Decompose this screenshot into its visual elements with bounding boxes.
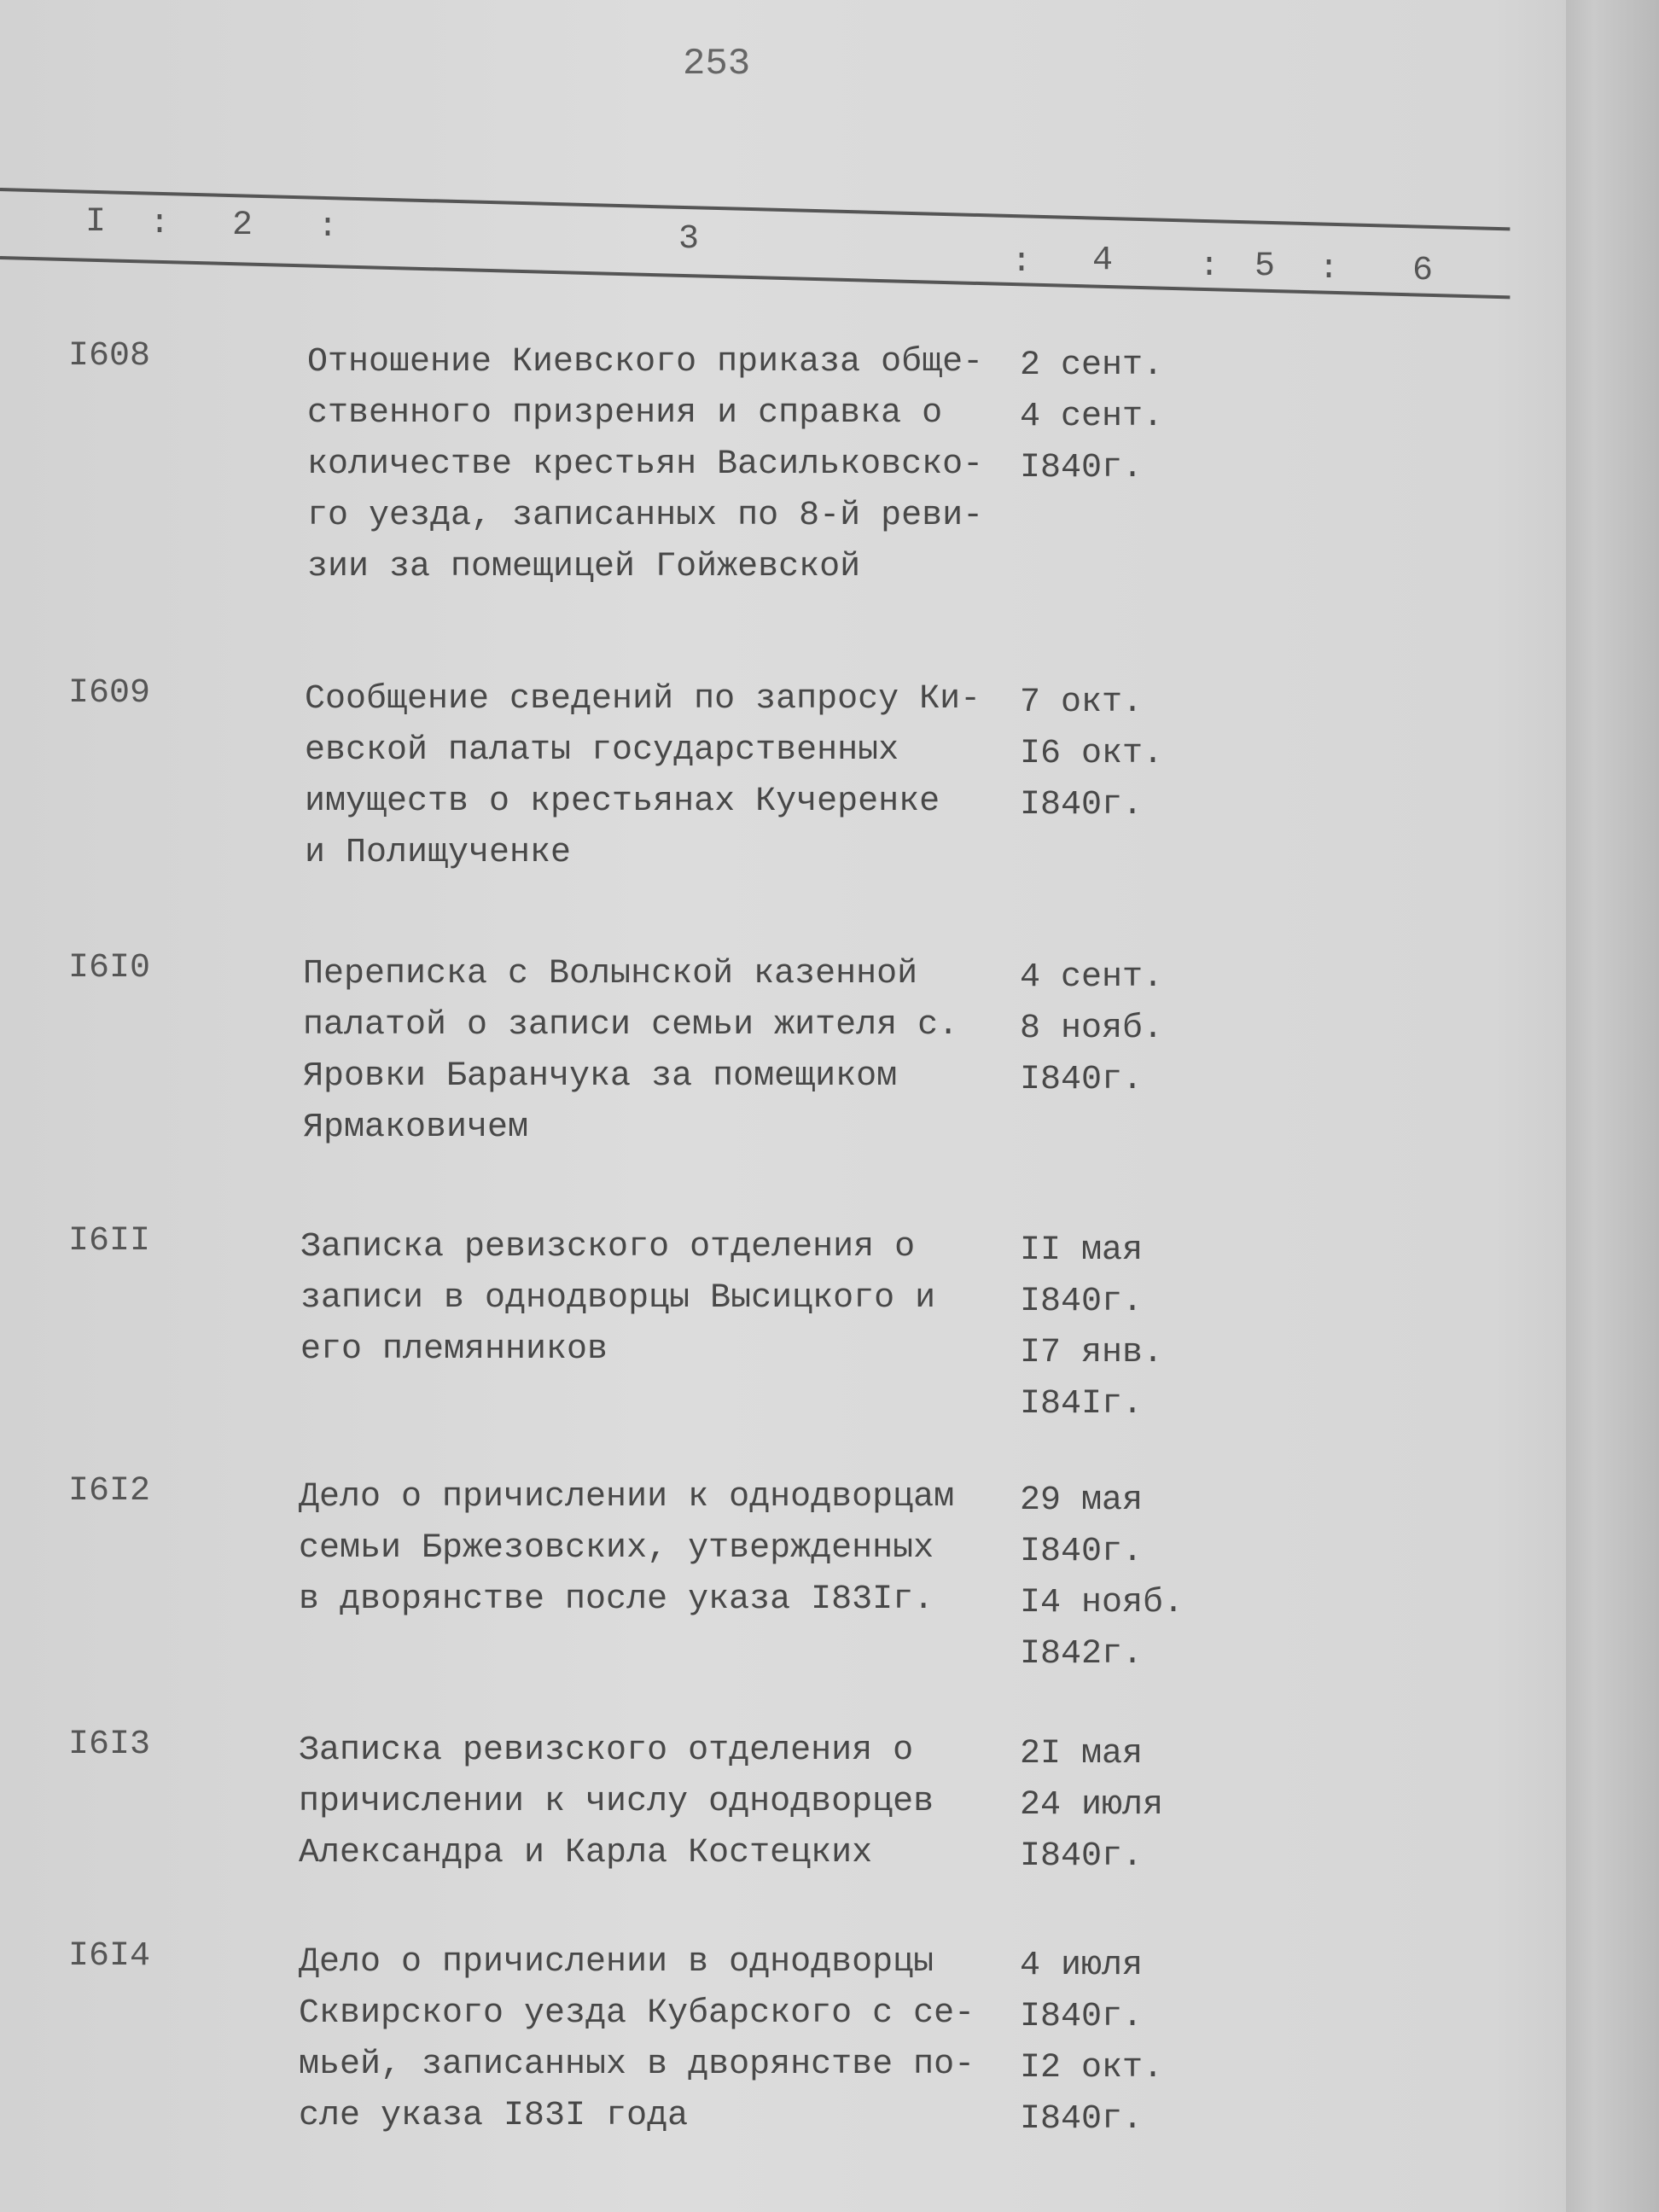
col-sep: : <box>149 205 171 243</box>
entry-number: I6I3 <box>68 1726 151 1764</box>
date-line: 29 мая <box>1020 1481 1144 1520</box>
date-line: I84Iг. <box>1020 1385 1144 1423</box>
date-line: 7 окт. <box>1020 684 1144 722</box>
entry-description <box>299 1472 954 1626</box>
entry-description <box>303 949 958 1154</box>
entry-dates <box>1020 1476 1184 1680</box>
col-sep: : <box>317 208 339 247</box>
col-2-header: 2 <box>232 207 253 245</box>
entry-number: I609 <box>68 674 151 713</box>
description-line: записи в однодворцы Высицкого и <box>300 1279 936 1318</box>
entry-number: I6II <box>68 1222 151 1260</box>
entry-dates <box>1020 341 1163 494</box>
date-line: 4 сент. <box>1020 398 1164 436</box>
description-line: Дело о причислении в однодворцы <box>299 1943 934 1982</box>
date-line: I6 окт. <box>1020 735 1164 773</box>
date-line: I840г. <box>1020 1061 1144 1099</box>
date-line: I7 янв. <box>1020 1334 1164 1372</box>
date-line: 24 июля <box>1020 1786 1164 1825</box>
date-line: 2 сент. <box>1020 346 1164 385</box>
date-line: I840г. <box>1020 786 1144 824</box>
description-line: его племянников <box>300 1330 608 1369</box>
entry-dates <box>1020 952 1163 1106</box>
page-number: 253 <box>683 43 751 85</box>
date-line: I840г. <box>1020 1533 1144 1571</box>
entry-description <box>300 1222 935 1376</box>
description-line: имуществ о крестьянах Кучеренке <box>305 783 940 821</box>
col-3-header: 3 <box>678 220 700 259</box>
col-5-header: 5 <box>1254 247 1276 286</box>
description-line: Записка ревизского отделения о <box>299 1732 914 1770</box>
entry-description <box>299 1937 975 2142</box>
entry-number: I608 <box>68 337 151 375</box>
entry-dates <box>1020 1729 1163 1883</box>
description-line: го уезда, записанных по 8-й реви- <box>307 497 984 535</box>
description-line: Записка ревизского отделения о <box>300 1228 916 1266</box>
description-line: Александра и Карла Костецких <box>299 1834 873 1872</box>
col-4-header: 4 <box>1092 242 1114 280</box>
date-line: I840г. <box>1020 2100 1144 2139</box>
entry-number: I6I0 <box>68 949 151 987</box>
entry-number: I6I2 <box>68 1472 151 1511</box>
date-line: I2 окт. <box>1020 2049 1164 2087</box>
description-line: ственного призрения и справка о <box>307 394 943 433</box>
description-line: зии за помещицей Гойжевской <box>307 548 861 586</box>
description-line: в дворянстве после указа I83Iг. <box>299 1580 934 1619</box>
description-line: причислении к числу однодворцев <box>299 1783 934 1821</box>
date-line: I842г. <box>1020 1635 1144 1674</box>
description-line: Сквирского уезда Кубарского с се- <box>299 1994 975 2033</box>
col-6-header: 6 <box>1412 252 1434 290</box>
description-line: Ярмаковичем <box>303 1109 529 1147</box>
entry-description <box>307 337 983 593</box>
date-line: 2I мая <box>1020 1735 1144 1773</box>
entry-description <box>299 1726 934 1879</box>
description-line: палатой о записи семьи жителя с. <box>303 1006 959 1045</box>
date-line: I4 нояб. <box>1020 1584 1185 1622</box>
col-sep: : <box>1011 243 1033 282</box>
entry-dates <box>1020 1941 1163 2145</box>
description-line: Сообщение сведений по запросу Ки- <box>305 680 981 719</box>
date-line: 4 сент. <box>1020 958 1164 997</box>
col-1-header: I <box>85 203 107 242</box>
description-line: мьей, записанных в дворянстве по- <box>299 2046 975 2084</box>
col-sep: : <box>1318 250 1340 288</box>
col-sep: : <box>1199 247 1220 286</box>
entry-number: I6I4 <box>68 1937 151 1976</box>
description-line: Дело о причислении к однодворцам <box>299 1478 955 1516</box>
date-line: I840г. <box>1020 1998 1144 2036</box>
page-edge <box>1566 0 1659 2212</box>
entry-description <box>305 674 981 879</box>
entry-dates <box>1020 678 1163 831</box>
header-top-rule <box>0 188 1510 230</box>
description-line: сле указа I83I года <box>299 2097 689 2135</box>
description-line: Отношение Киевского приказа обще- <box>307 343 984 381</box>
date-line: II мая <box>1020 1231 1144 1270</box>
description-line: Переписка с Волынской казенной <box>303 955 918 993</box>
date-line: 8 нояб. <box>1020 1010 1164 1048</box>
description-line: Яровки Баранчука за помещиком <box>303 1057 898 1096</box>
date-line: 4 июля <box>1020 1947 1144 1985</box>
description-line: евской палаты государственных <box>305 731 899 770</box>
description-line: количестве крестьян Васильковско- <box>307 445 984 484</box>
description-line: семьи Бржезовских, утвержденных <box>299 1529 934 1568</box>
date-line: I840г. <box>1020 1283 1144 1321</box>
date-line: I840г. <box>1020 449 1144 487</box>
description-line: и Полищученке <box>305 834 572 872</box>
entry-dates <box>1020 1225 1163 1430</box>
header-bottom-rule <box>0 256 1510 299</box>
date-line: I840г. <box>1020 1837 1144 1876</box>
